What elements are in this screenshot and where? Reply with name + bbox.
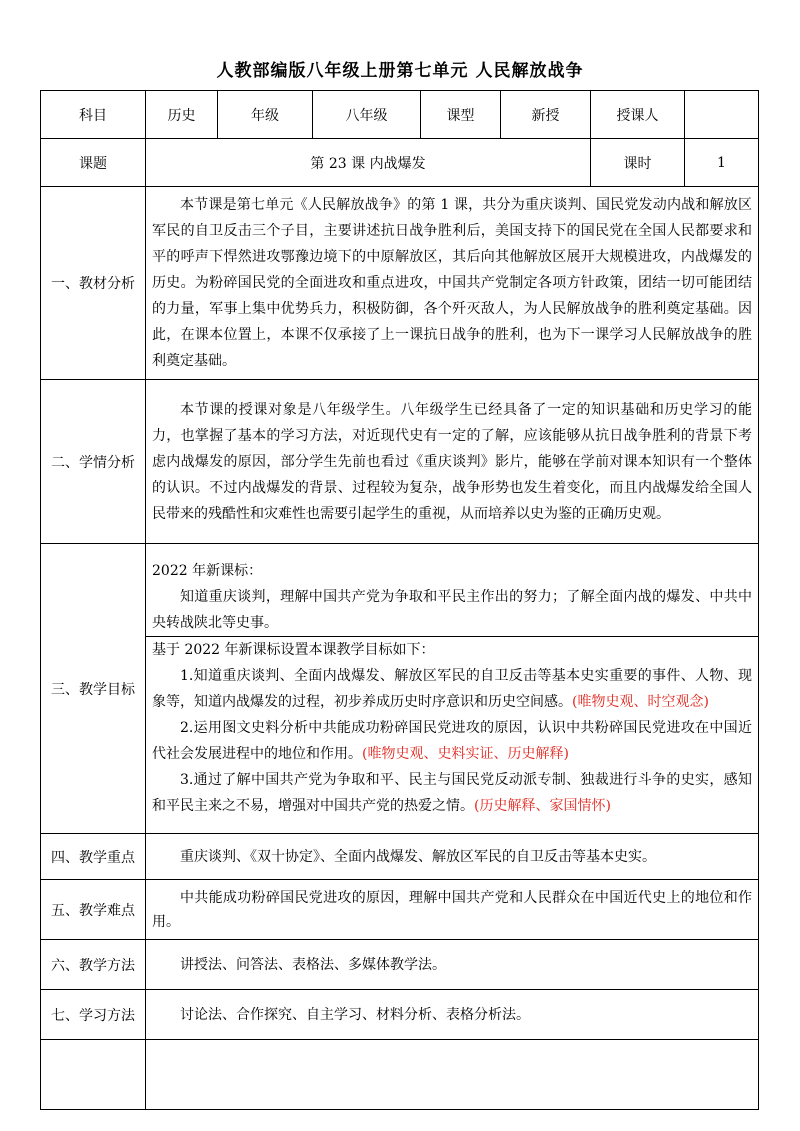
topic-label: 课题: [41, 139, 146, 187]
document-title: 人教部编版八年级上册第七单元 人民解放战争: [216, 61, 584, 81]
study-methods-row: [41, 990, 759, 1040]
grade-value: 八年级: [313, 91, 421, 139]
difficulties-row: [41, 880, 759, 940]
teaching-methods-row: [41, 940, 759, 990]
difficulties-text: 中共能成功粉碎国民党进攻的原因，理解中国共产党和人民群众在中国近代史上的地位和作用。: [152, 889, 752, 930]
goal-1: [152, 663, 752, 715]
key-points-label: 四、教学重点: [41, 834, 146, 880]
teaching-methods-cell: [146, 940, 759, 990]
goal-2-text: 2.运用图文史料分析中共能成功粉碎国民党进攻的原因，认识中共粉碎国民党进攻在中国近代社会发展进程中的地位和作用。: [152, 720, 752, 762]
blank-row-cell: [146, 1040, 759, 1110]
header-row: [41, 91, 759, 139]
objectives-label: 三、教学目标: [41, 544, 146, 834]
textbook-analysis-label: 一、教材分析: [41, 187, 146, 380]
learner-analysis-label: 二、学情分析: [41, 380, 146, 544]
grade-label: 年级: [218, 91, 313, 139]
key-points-cell: [146, 834, 759, 880]
subject-value: 历史: [146, 91, 218, 139]
goal-1-text: 1.知道重庆谈判、全面内战爆发、解放区军民的自卫反击等基本史实重要的事件、人物、现象等，知道内战爆发的过程，初步养成历史时序意识和历史空间感。: [152, 668, 752, 710]
teaching-methods-text: 讲授法、问答法、表格法、多媒体教学法。: [180, 956, 446, 973]
teaching-methods-label: 六、教学方法: [41, 940, 146, 990]
study-methods-label: 七、学习方法: [41, 990, 146, 1040]
standard-text: 知道重庆谈判，理解中国共产党为争取和平民主作出的努力；了解全面内战的爆发、中共中央转战陕北等史事。: [152, 589, 752, 631]
blank-row-label: [41, 1040, 146, 1110]
blank-row: [41, 1040, 759, 1110]
teacher-value: [685, 91, 759, 139]
subject-label: 科目: [41, 91, 146, 139]
study-methods-cell: [146, 990, 759, 1040]
standard-heading: 2022 年新课标：: [152, 563, 263, 579]
hours-value: 1: [685, 139, 759, 187]
goal-3: [152, 767, 752, 819]
goal-2: [152, 715, 752, 767]
study-methods-text: 讨论法、合作探究、自主学习、材料分析、表格分析法。: [180, 1006, 530, 1023]
difficulties-cell: [146, 880, 759, 940]
difficulties-label: 五、教学难点: [41, 880, 146, 940]
goals-heading: 基于 2022 年新课标设置本课教学目标如下：: [152, 642, 435, 658]
goal-2-tag: (唯物史观、史料实证、历史解释): [362, 746, 569, 762]
objectives-row: [41, 544, 759, 834]
lesson-plan-table: [40, 90, 759, 1110]
hours-label: 课时: [591, 139, 685, 187]
goal-3-tag: (历史解释、家国情怀): [474, 798, 611, 814]
learner-analysis-text: 本节课的授课对象是八年级学生。八年级学生已经具备了一定的知识基础和历史学习的能力，也掌握了基本的学习方法，对近现代史有一定的了解，应该能够从抗日战争胜利的背景下考虑内战爆发的原因，部分学生先前也看过《重庆谈判》影片，能够在学前对课本知识有一个整体的认识。不过内战爆发的背景、过程较为复杂，战争形势也发生着变化，而且内战爆发给全国人民带来的残酷性和灾难性也需要引起学生的重视，从而培养以史为鉴的正确历史观。: [152, 401, 752, 522]
topic-value: 第 23 课 内战爆发: [146, 139, 591, 187]
textbook-analysis-cell: [146, 187, 759, 380]
teacher-label: 授课人: [591, 91, 685, 139]
learner-analysis-row: [41, 380, 759, 544]
objectives-cell: [146, 544, 759, 834]
goal-1-tag: (唯物史观、时空观念): [572, 694, 709, 710]
lesson-type-value: 新授: [501, 91, 591, 139]
learner-analysis-cell: [146, 380, 759, 544]
lesson-type-label: 课型: [421, 91, 501, 139]
textbook-analysis-text: 本节课是第七单元《人民解放战争》的第 1 课，共分为重庆谈判、国民党发动内战和解放区军民的自卫反击三个子目，主要讲述抗日战争胜利后，美国支持下的国民党在全国人民都要求和平的呼声下悍然进攻鄂豫边境下的中原解放区，其后向其他解放区展开大规模进攻，内战爆发的历史。为粉碎国民党的全面进攻和重点进攻，中国共产党制定各项方针政策，团结一切可能团结的力量，军事上集中优势兵力，积极防御，各个歼灭敌人，为人民解放战争的胜利奠定基础。因此，在课本位置上，本课不仅承接了上一课抗日战争的胜利，也为下一课学习人民解放战争的胜利奠定基础。: [152, 197, 752, 369]
key-points-text: 重庆谈判、《双十协定》、全面内战爆发、解放区军民的自卫反击等基本史实。: [180, 848, 656, 865]
key-points-row: [41, 834, 759, 880]
topic-row: [41, 139, 759, 187]
goal-3-text: 3.通过了解中国共产党为争取和平、民主与国民党反动派专制、独裁进行斗争的史实，感知和平民主来之不易，增强对中国共产党的热爱之情。: [152, 772, 752, 814]
textbook-analysis-row: [41, 187, 759, 380]
